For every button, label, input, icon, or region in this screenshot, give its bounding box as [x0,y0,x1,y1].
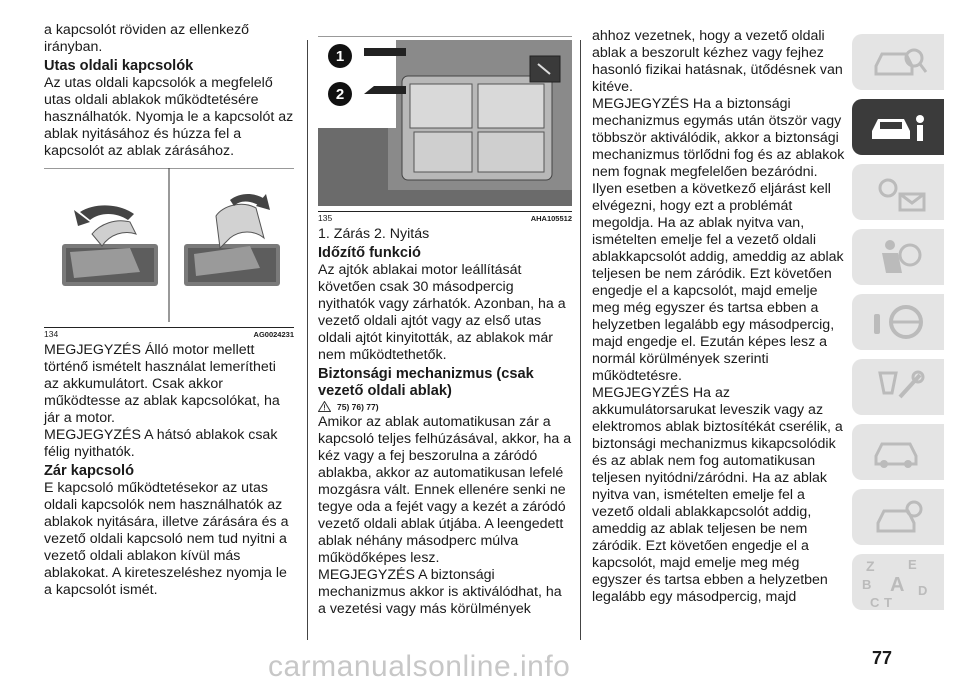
tab-steering-wheel[interactable] [852,294,944,350]
heading-side-switches: Utas oldali kapcsolók [44,58,194,74]
figure-135-legend: 1. Zárás 2. Nyitás [318,226,430,242]
switch-close-symbol [364,48,406,56]
paragraph-lock-switch: E kapcsoló működtetésekor az utas oldali kapcsolók nem használhatók az ablakok nyitására, illetve zárására és a vezető oldali kapcsoló nem tud nyitni a vezető oldali ablakon kívül más ablakokat. A kireteszeléshez nyomja le a kapcsolót ismét. [44,480,289,598]
figure-135-code: AHA105512 [530,214,572,223]
heading-safety: Biztonsági mechanizmus (csak vezető oldali ablak) [318,366,534,399]
note-safety: MEGJEGYZÉS A biztonsági mechanizmus akkor is aktiválódhat, ha a vezetési vagy más körülmények [318,567,562,617]
tab-car-spec[interactable] [852,489,944,545]
airbag-icon [868,237,928,277]
paragraph-continued: ahhoz vezetnek, hogy a vezető oldali ablak a beszorult kézhez vagy fejhez hasonló fizikai hatásnak, ütődésnek van kitéve. [592,28,843,95]
car-service-icon [868,432,928,472]
svg-text:B: B [862,577,872,592]
svg-text:C: C [870,595,880,609]
watermark: carmanualsonline.info [268,650,571,683]
figure-135-illustration [318,36,572,206]
car-spec-icon [868,497,928,537]
switch-press-panel [62,205,158,286]
warning-triangle-icon [318,401,331,412]
figure-134-illustration [44,168,294,322]
note-battery: MEGJEGYZÉS Álló motor mellett történő ismételt használat lemerítheti az akkumulátort. Csak akkor működtesse az ablak kapcsolókat, ha jár a motor. [44,342,280,426]
paragraph-timer: Az ajtók ablakai motor leállítását követően csak 30 másodpercig nyithatók vagy zárhatók. Azonban, ha a vezető oldali ajtót vagy az első utas oldali ajtót kinyitották, az ablakok már nem működtethetők. [318,262,566,363]
column-1 [44,22,294,599]
heading-lock-switch: Zár kapcsoló [44,463,135,479]
figure-134-caption [44,327,294,340]
svg-text:A: A [890,574,905,596]
steering-wheel-icon [868,302,928,342]
figure-135-number: 135 [318,213,333,223]
svg-text:Z: Z [866,558,875,574]
tab-index[interactable] [852,554,944,610]
index-icon [858,555,938,609]
tab-car-search[interactable] [852,34,944,90]
switch-pull-panel [184,194,280,286]
note-rear-windows: MEGJEGYZÉS A hátsó ablakok csak félig nyithatók. [44,427,278,460]
tab-car-service[interactable] [852,424,944,480]
figure-134-code: AG0024231 [253,330,294,339]
marker-2-label: 2 [335,86,345,103]
warning-references [318,401,572,412]
paragraph-intro: a kapcsolót röviden az ellenkező irányban. [44,22,250,55]
marker-1-label: 1 [335,48,345,65]
heading-timer: Időzítő funkció [318,245,421,261]
column-3 [592,28,846,606]
warning-lights-icon [868,172,928,212]
warning-refs-text: 75) 76) 77) [337,401,379,412]
page-number: 77 [872,648,893,668]
tab-tools[interactable] [852,359,944,415]
note-battery-fuse: MEGJEGYZÉS Ha az akkumulátorsarukat leveszik vagy az elektromos ablak biztosítékát cserélik, a biztonsági mechanizmus kikapcsolódik és az ablak nem fog automatikusan teljesen nyitódni/záródni. Ha az ablak nyitva van, ismételten emelje fel a vezető oldali ablakkapcsolót addig, ameddig az ablak teljesen be nem záródik. Ezt követően engedje el a kapcsolót, majd emelje meg még egyszer és tartsa ebben a helyzetben legalább egy másodpercig, majd [592,385,843,605]
figure-134 [44,168,294,340]
column-2 [318,22,572,618]
figure-135 [318,36,572,224]
paragraph-safety: Amikor az ablak automatikusan zár a kapcsoló teljes felhúzásával, akkor, ha a kéz vagy a fej beszorulna a záródó ablakba, akkor az automatikusan lefelé mozgásra vált. Ennek ellenére senki ne tegye oda a fejét vagy a kezét a záródó vezető oldali ablak útjába. A leengedett ablak néhány másodperc múlva működőképes lesz. [318,414,572,566]
svg-text:D: D [918,583,928,598]
svg-text:E: E [908,557,917,572]
car-search-icon [868,42,928,82]
tab-warning-lights[interactable] [852,164,944,220]
column-divider-right [580,40,581,640]
figure-134-number: 134 [44,329,59,339]
figure-135-caption [318,211,572,224]
paragraph-side-switches: Az utas oldali kapcsolók a megfelelő utas oldali ablakok működtetésére használhatók. Nyomja le a kapcsolót az ablak nyitásához és húzza fel a kapcsolót az ablak zárásához. [44,75,294,159]
column-divider-left [307,40,308,640]
car-info-icon [866,107,930,147]
chapter-tabs [852,34,956,619]
note-safety-reset: MEGJEGYZÉS Ha a biztonsági mechanizmus egymás után ötször vagy többször aktiválódik, akkor a biztonsági mechanizmus törlődni fog és az ablakok nem fognak megfelelően bezáródni. Ilyen esetben a következő eljárást kell elvégezni, hogy ezt a problémát megoldja. Ha az ablak nyitva van, ismételten emelje fel a vezető oldali ablakkapcsolót addig, ameddig az ablak teljesen be nem záródik. Ezt követően engedje el a kapcsolót, majd emelje meg még egyszer és tartsa ebben a helyzetben legalább egy másodpercig, majd engedje el. Ezután képes lesz a normál körülmények szerinti működtetésre. [592,96,845,384]
tab-car-info[interactable] [852,99,944,155]
svg-text:T: T [884,595,892,609]
tools-icon [868,367,928,407]
tab-airbag[interactable] [852,229,944,285]
